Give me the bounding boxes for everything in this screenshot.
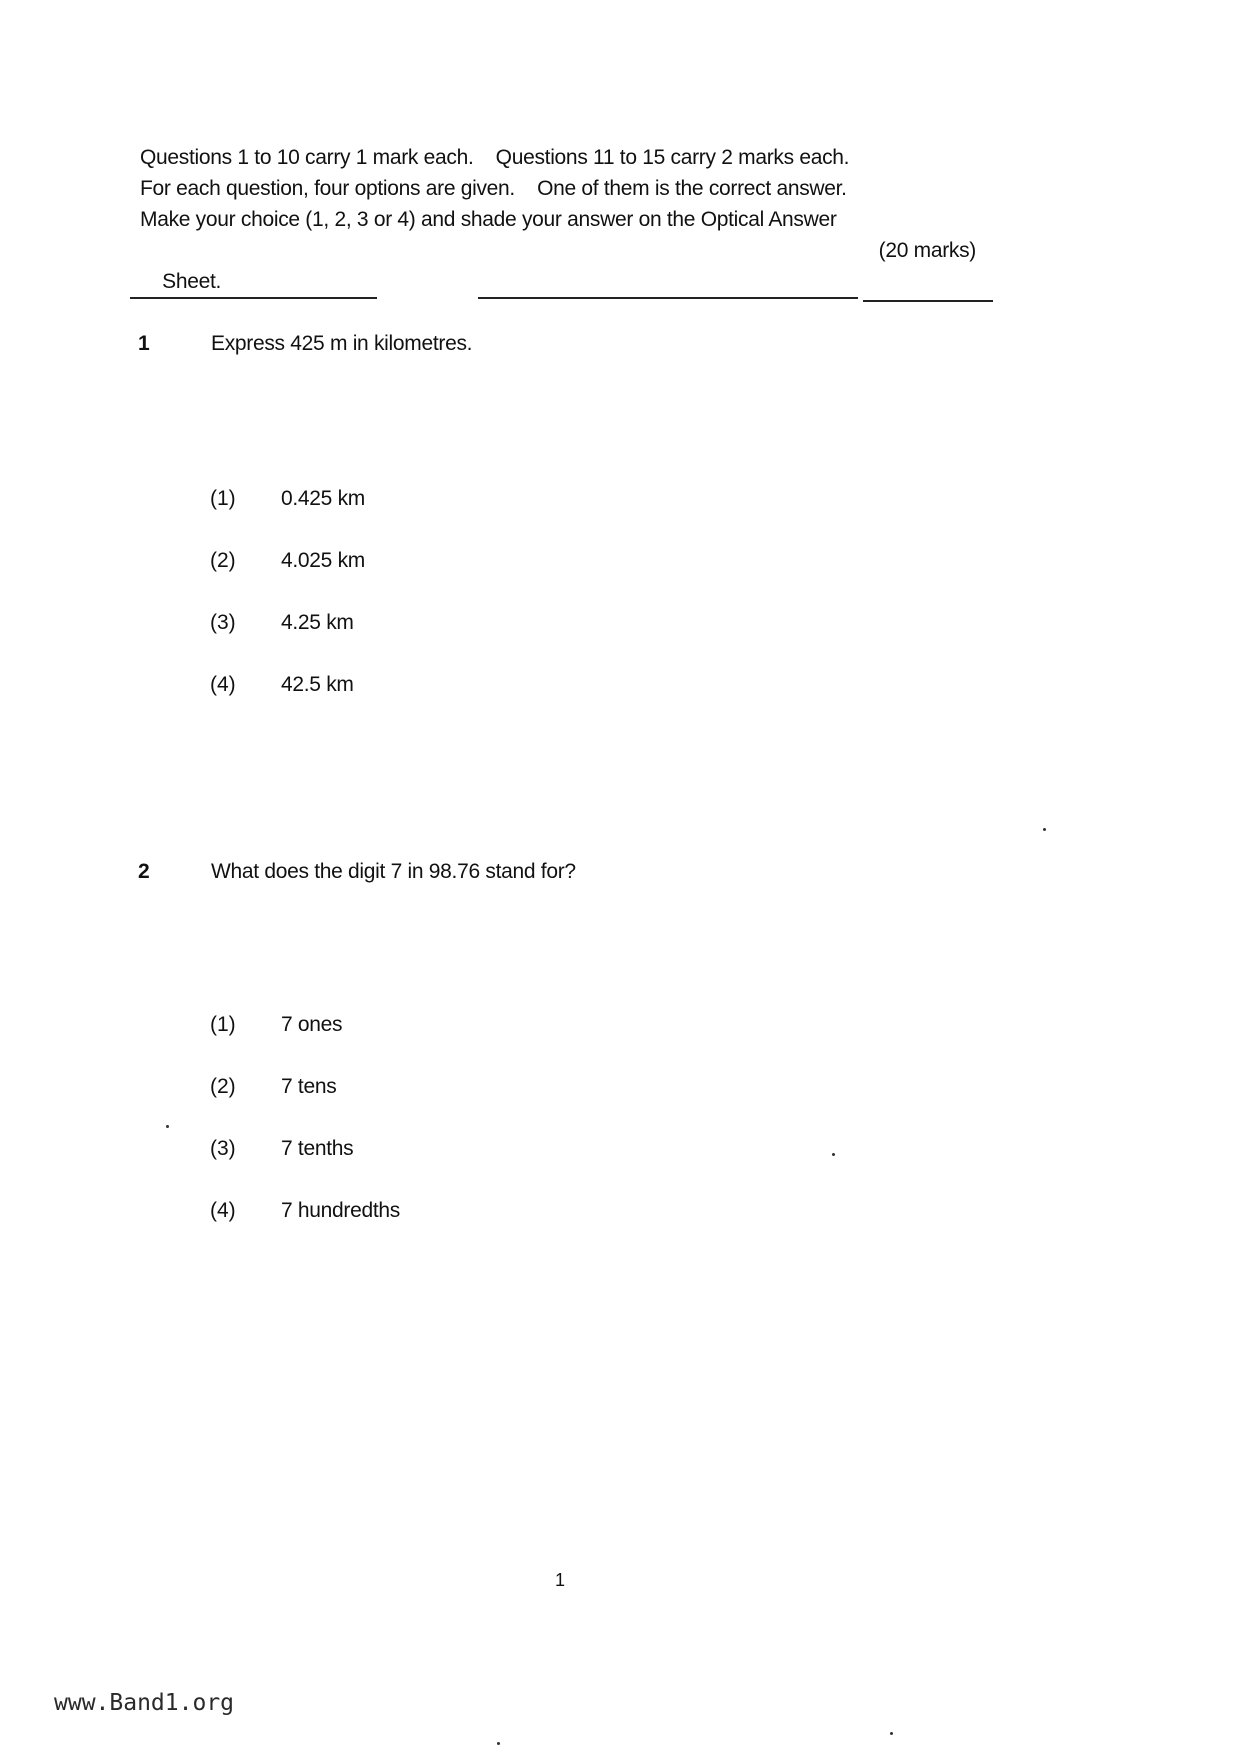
option-text: 42.5 km — [281, 673, 354, 696]
option-label: (4) — [210, 1199, 236, 1222]
instructions-block — [140, 142, 990, 359]
divider-middle — [478, 297, 858, 299]
instructions-line-1: Questions 1 to 10 carry 1 mark each. Questions 11 to 15 carry 2 marks each. — [140, 146, 850, 169]
option-label: (4) — [210, 673, 236, 696]
option-4 — [210, 673, 610, 703]
option-2 — [210, 549, 610, 579]
option-4 — [210, 1199, 610, 1229]
option-text: 7 tens — [281, 1075, 337, 1098]
scan-speck — [1043, 828, 1046, 831]
option-1 — [210, 1013, 610, 1043]
option-label: (2) — [210, 1075, 236, 1098]
option-text: 4.025 km — [281, 549, 365, 572]
option-1 — [210, 487, 610, 517]
instructions-line-3: Make your choice (1, 2, 3 or 4) and shade your answer on the Optical Answer — [140, 208, 837, 231]
instructions-line-4-text: Sheet. — [162, 270, 222, 293]
question-text: What does the digit 7 in 98.76 stand for? — [211, 860, 576, 883]
option-label: (3) — [210, 611, 236, 634]
divider-right — [863, 300, 993, 302]
watermark: www.Band1.org — [54, 1690, 235, 1716]
divider-left — [130, 297, 377, 299]
option-text: 4.25 km — [281, 611, 354, 634]
option-3 — [210, 1137, 610, 1167]
option-label: (2) — [210, 549, 236, 572]
option-label: (3) — [210, 1137, 236, 1160]
option-text: 7 tenths — [281, 1137, 354, 1160]
option-2 — [210, 1075, 610, 1105]
option-text: 7 hundredths — [281, 1199, 400, 1222]
option-text: 7 ones — [281, 1013, 343, 1036]
scan-speck — [497, 1742, 500, 1745]
question-number: 1 — [138, 332, 150, 355]
option-3 — [210, 611, 610, 641]
total-marks: (20 marks) — [878, 239, 976, 262]
option-label: (1) — [210, 487, 236, 510]
instructions-line-2: For each question, four options are given. One of them is the correct answer. — [140, 177, 847, 200]
question-text: Express 425 m in kilometres. — [211, 332, 473, 355]
option-label: (1) — [210, 1013, 236, 1036]
option-text: 0.425 km — [281, 487, 365, 510]
page-number: 1 — [555, 1570, 566, 1590]
scan-speck — [832, 1153, 835, 1156]
scan-speck — [890, 1732, 893, 1735]
question-number: 2 — [138, 860, 150, 883]
scan-speck — [166, 1125, 169, 1128]
